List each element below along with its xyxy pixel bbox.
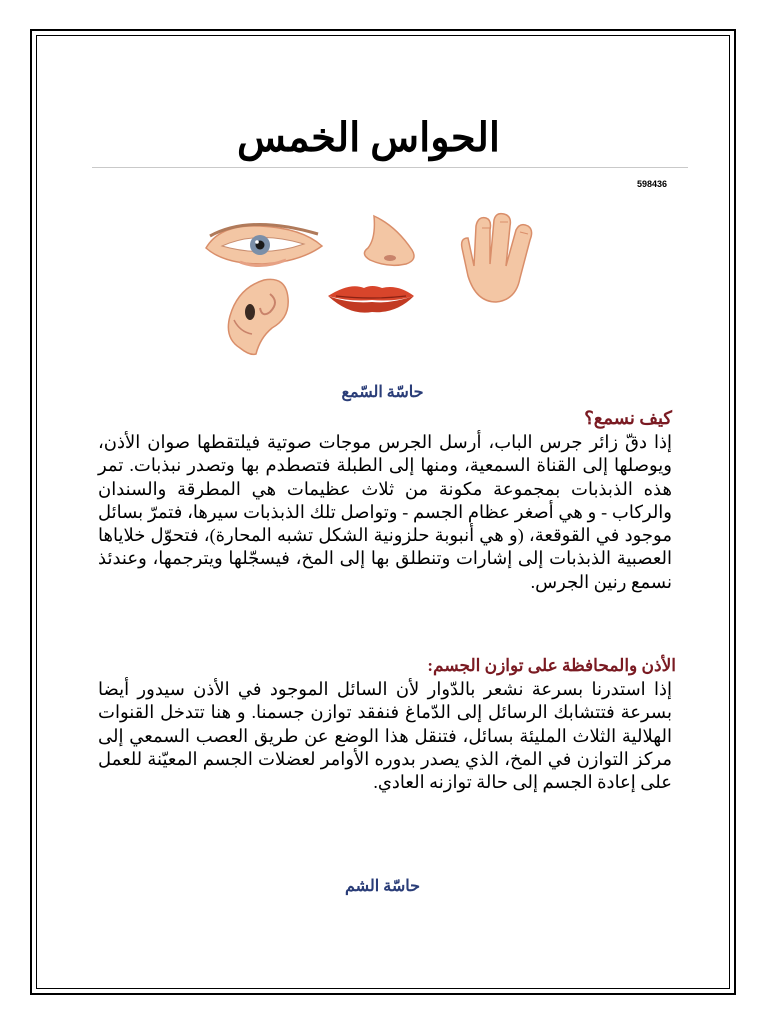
section-heading-hearing: حاسّة السّمع [341, 384, 424, 401]
page-title: الحواس الخمس [237, 115, 500, 160]
subheading-how-we-hear: كيف نسمع؟ [584, 408, 672, 428]
section-heading-smell: حاسّة الشم [345, 878, 420, 895]
paragraph-hearing: إذا دقّ زائر جرس الباب، أرسل الجرس موجات صوتية فيلتقطها صوان الأذن، ويوصلها إلى القناة السمعية، ومنها إلى الطبلة فتصطدم بها وتصدر نبذبات. تمر هذه الذبذبات بمجموعة مكونة من ثلاث عظيمات هي المطرقة والسندان والركاب - و هي أصغر عظام الجسم - وتواصل تلك الذبذبات سيرها، فتمرّ بسائل موجود في القوقعة، (و هي أنبوبة حلزونية الشكل تشبه المحارة)، فتحوّل خلاياها العصبية الذبذبات إلى إشارات وتنطلق بها إلى المخ، فيسجّلها ويترجمها، وعندئذ نسمع رنين الجرس. [98, 432, 672, 592]
nose-icon [364, 216, 414, 265]
five-senses-illustration [200, 208, 560, 358]
paragraph-ear-balance: إذا استدرنا بسرعة نشعر بالدّوار لأن السائل الموجود في الأذن سيدور أيضا بسرعة فتتشابك الرسائل إلى الدّماغ فنفقد توازن جسمنا. و هنا تتدخل القنوات الهلالية الثلاث المليئة بسائل، فتنقل هذا الوضع عن طريق العصب السمعي إلى مركز التوازن في المخ، الذي يصدر بدوره الأوامر لعضلات الجسم المعيّنة للعمل على إعادة الجسم إلى حالة توازنه العادي. [98, 679, 672, 793]
eye-icon [206, 224, 322, 265]
subheading-ear-balance: الأذن والمحافظة على توازن الجسم: [427, 656, 676, 675]
document-code: 598436 [637, 179, 668, 189]
title-divider [92, 167, 688, 168]
lips-icon [328, 286, 414, 313]
hand-icon [462, 214, 532, 302]
ear-icon [228, 279, 288, 354]
